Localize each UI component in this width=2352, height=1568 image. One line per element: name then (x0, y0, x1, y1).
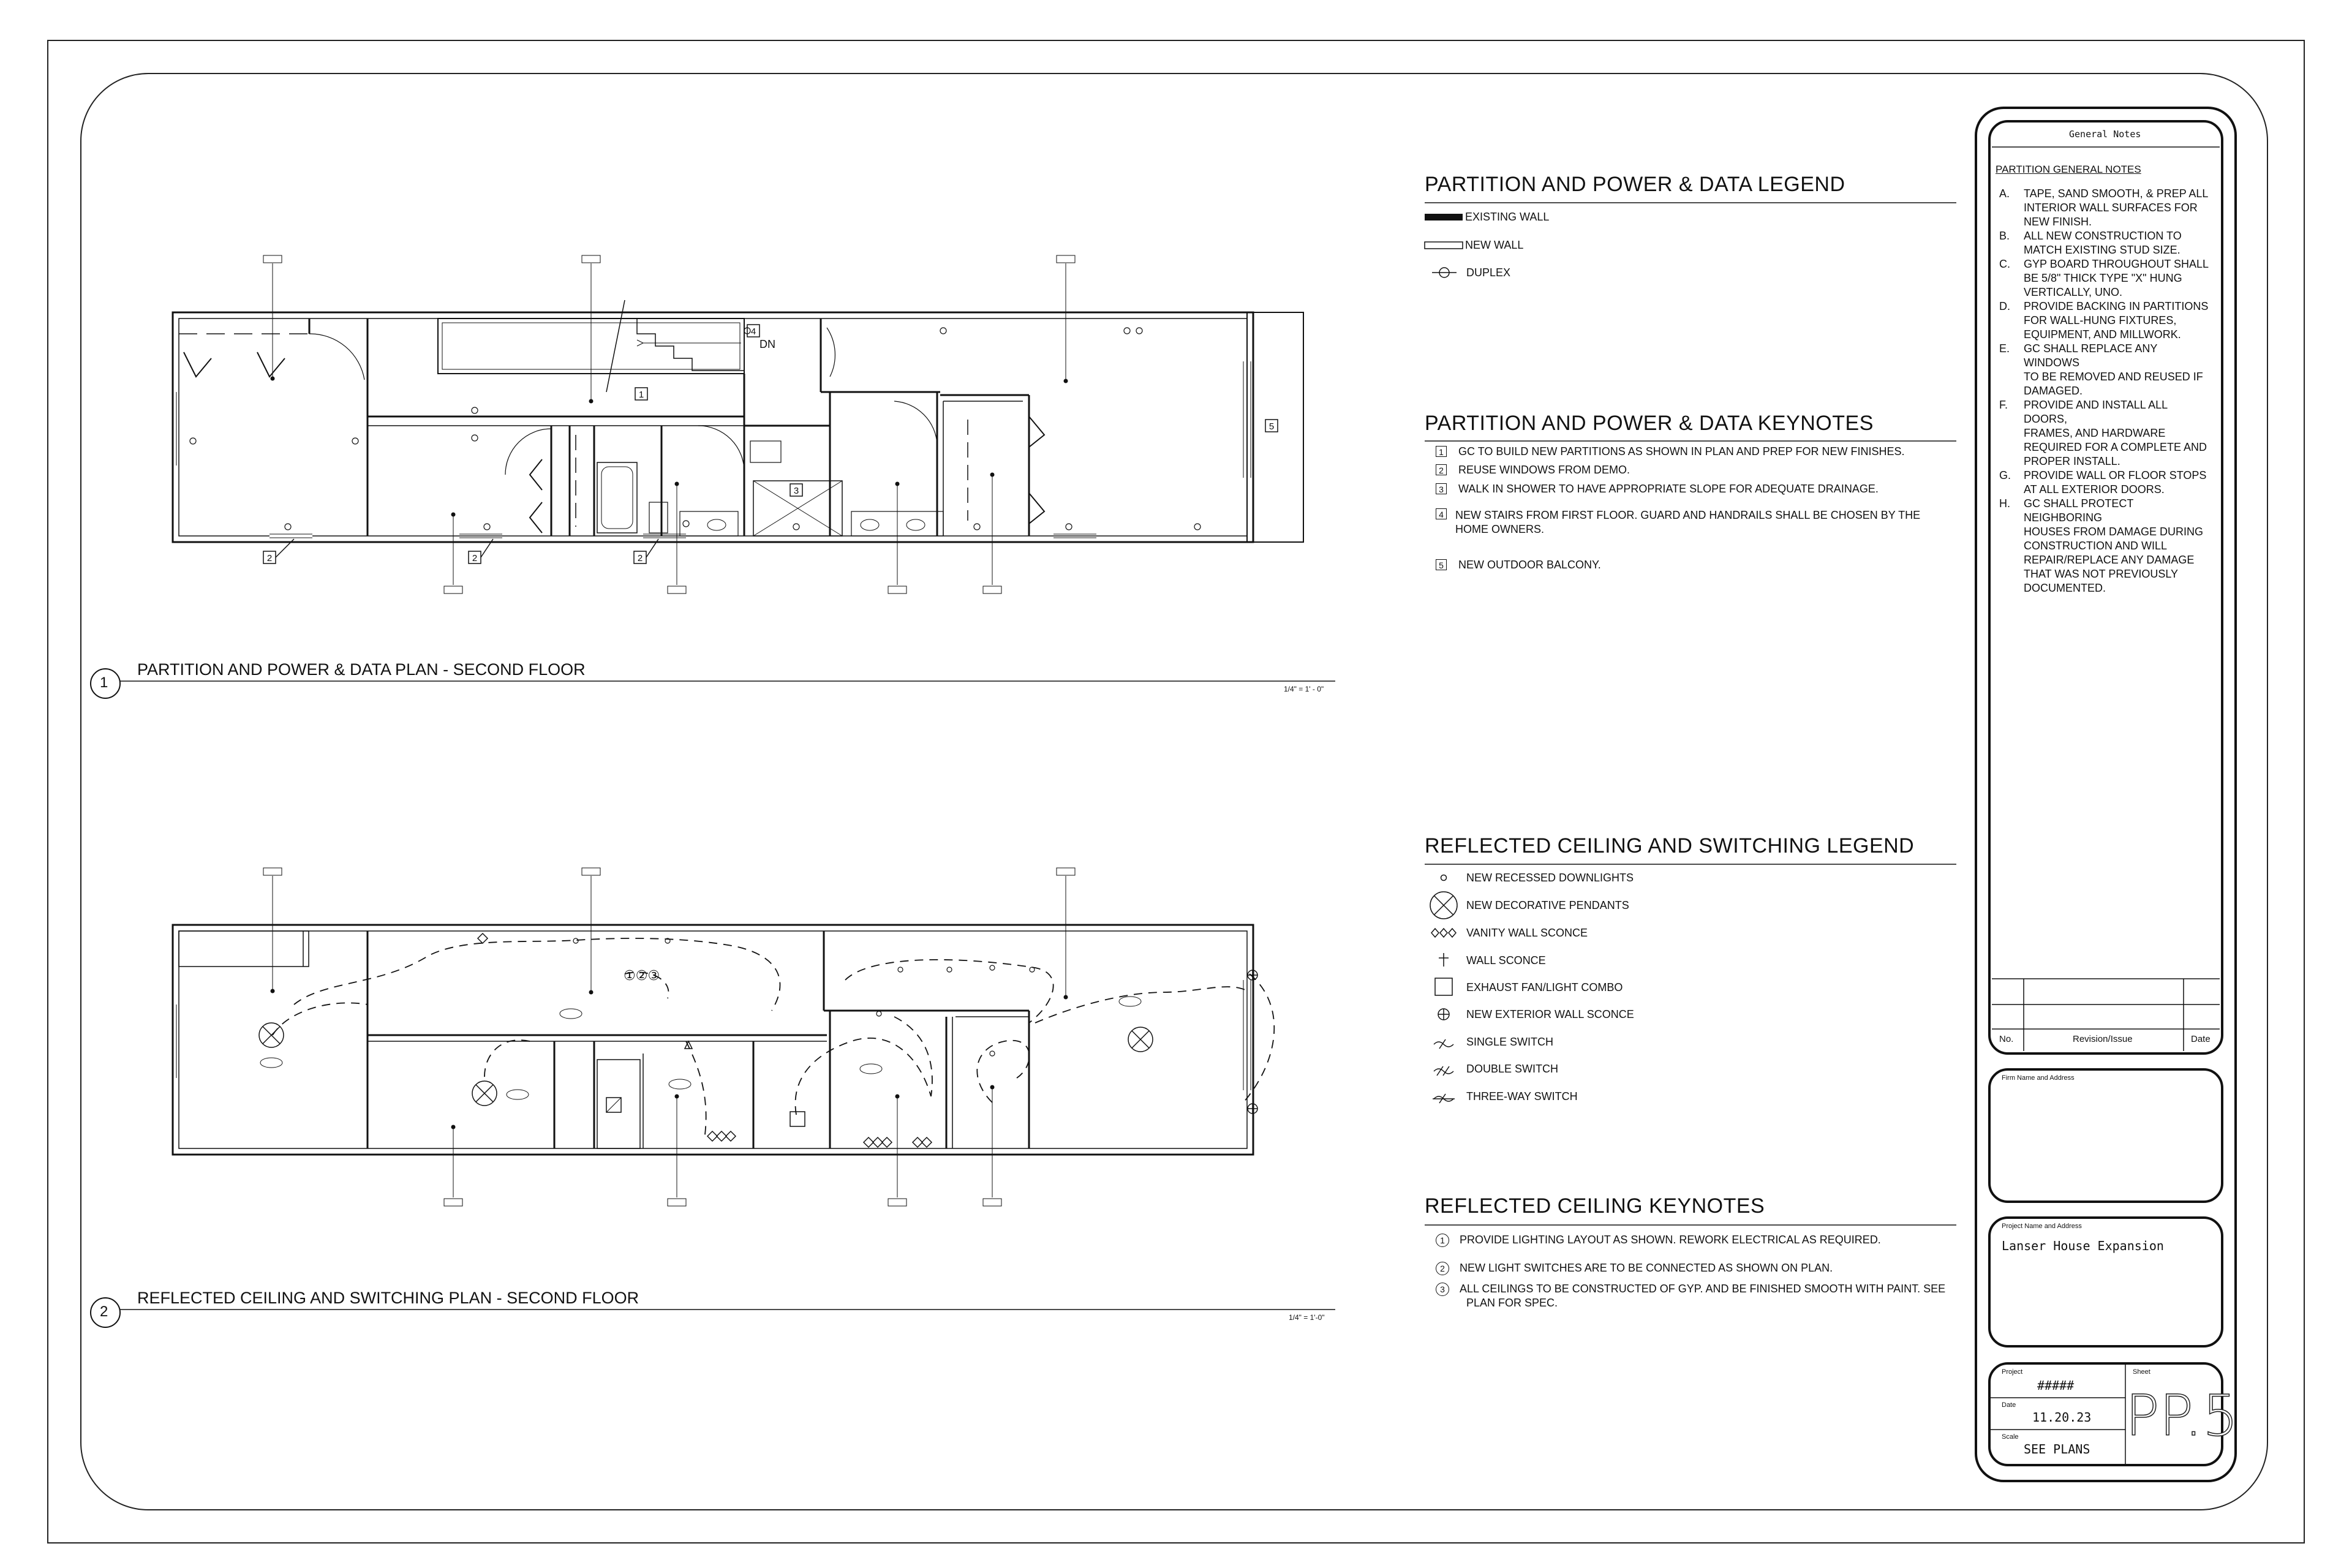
partition-keynote-3 (1436, 483, 1879, 496)
partition-keynotes-title: PARTITION AND POWER & DATA KEYNOTES (1425, 412, 1874, 435)
sheet-label: Sheet (2133, 1368, 2150, 1376)
rcp-keynotes-title: REFLECTED CEILING KEYNOTES (1425, 1194, 1765, 1218)
note-f-line-2: FRAMES, AND HARDWARE (2024, 427, 2166, 439)
drawing-2-number: 2 (100, 1303, 108, 1320)
balcony (1247, 312, 1303, 542)
note-h-line-6: DOCUMENTED. (2024, 582, 2106, 594)
note-c-line-1: GYP BOARD THROUGHOUT SHALL (2024, 258, 2209, 270)
note-b-line-2: MATCH EXISTING STUD SIZE. (2024, 244, 2180, 256)
sheet-outer-border (48, 40, 2304, 1543)
revision-issue-header: Revision/Issue (2073, 1034, 2133, 1044)
legend-vanity-sconce: VANITY WALL SCONCE (1466, 927, 1588, 939)
general-notes-header: General Notes (2069, 129, 2141, 140)
legend-double-switch: DOUBLE SWITCH (1466, 1063, 1559, 1075)
partition-legend-title: PARTITION AND POWER & DATA LEGEND (1425, 173, 1845, 196)
partition-keynote-4 (1436, 508, 1944, 537)
legend-decorative-pendants: NEW DECORATIVE PENDANTS (1466, 899, 1629, 911)
rcp-keynote-2-text: NEW LIGHT SWITCHES ARE TO BE CONNECTED AS SHOWN ON PLAN. (1460, 1262, 1833, 1274)
note-a-line-3: NEW FINISH. (2024, 216, 2092, 228)
plan-tag-2a: 2 (266, 553, 273, 564)
legend-existing-wall: EXISTING WALL (1465, 211, 1550, 223)
note-g-letter: G. (1999, 469, 2011, 481)
rcp-keynote-1 (1436, 1234, 1881, 1247)
note-d-line-1: PROVIDE BACKING IN PARTITIONS (2024, 300, 2209, 312)
revision-no-header: No. (1999, 1034, 2014, 1044)
note-c-line-3: VERTICALLY, UNO. (2024, 286, 2123, 298)
plan-stair-dn: DN (760, 338, 775, 350)
note-e-letter: E. (1999, 342, 2010, 355)
note-g-line-2: AT ALL EXTERIOR DOORS. (2024, 483, 2165, 496)
partition-plan (173, 255, 1303, 594)
note-h-line-1: GC SHALL PROTECT NEIGHBORING (2024, 497, 2134, 524)
note-h-letter: H. (1999, 497, 2010, 510)
project-name: Lanser House Expansion (2002, 1238, 2164, 1253)
drawing-2-title: REFLECTED CEILING AND SWITCHING PLAN - SECOND FLOOR (137, 1289, 639, 1307)
keynote-5-text: NEW OUTDOOR BALCONY. (1458, 559, 1601, 571)
partition-keynote-1 (1436, 445, 1904, 458)
firm-name-label: Firm Name and Address (2002, 1074, 2075, 1082)
keynote-4-text: NEW STAIRS FROM FIRST FLOOR. GUARD AND HANDRAILS SHALL BE CHOSEN BY THE HOME OWNERS. (1455, 509, 1921, 535)
note-a-line-2: INTERIOR WALL SURFACES FOR (2024, 202, 2198, 214)
rcp-keynote-2-tag: 2 (1436, 1262, 1449, 1275)
keynote-3-tag: 3 (1436, 483, 1447, 494)
note-f-letter: F. (1999, 399, 2008, 411)
note-f-line-1: PROVIDE AND INSTALL ALL DOORS, (2024, 399, 2168, 425)
project-number: ##### (2037, 1378, 2075, 1393)
existing-wall-symbol (1425, 214, 1463, 221)
new-wall-symbol (1425, 242, 1463, 249)
note-f-line-3: REQUIRED FOR A COMPLETE AND (2024, 441, 2207, 453)
legend-recessed-downlights: NEW RECESSED DOWNLIGHTS (1466, 872, 1634, 884)
plan-tag-1: 1 (638, 390, 644, 400)
revision-date-header: Date (2191, 1034, 2211, 1044)
note-e-line-1: GC SHALL REPLACE ANY WINDOWS (2024, 342, 2158, 369)
drawing-2-scale: 1/4" = 1'-0" (1289, 1313, 1325, 1322)
keynote-2-tag: 2 (1436, 464, 1447, 475)
rcp-keynote-3 (1436, 1283, 1945, 1296)
drawing-1-title: PARTITION AND POWER & DATA PLAN - SECOND FLOOR (137, 660, 586, 679)
keynote-4-tag: 4 (1436, 508, 1447, 519)
rcp-keynote-1-text: PROVIDE LIGHTING LAYOUT AS SHOWN. REWORK ELECTRICAL AS REQUIRED. (1460, 1234, 1881, 1246)
project-number-label: Project (2002, 1368, 2023, 1376)
note-c-letter: C. (1999, 258, 2010, 270)
note-g-line-1: PROVIDE WALL OR FLOOR STOPS (2024, 469, 2207, 481)
note-h-line-5: THAT WAS NOT PREVIOUSLY (2024, 568, 2179, 580)
note-b-line-1: ALL NEW CONSTRUCTION TO (2024, 230, 2182, 242)
note-f-line-4: PROPER INSTALL. (2024, 455, 2120, 467)
note-d-line-2: FOR WALL-HUNG FIXTURES, (2024, 314, 2177, 326)
drawing-1-scale: 1/4" = 1' - 0" (1284, 685, 1324, 693)
rcp-keynote-3-cont: PLAN FOR SPEC. (1466, 1297, 1558, 1309)
legend-three-way-switch: THREE-WAY SWITCH (1466, 1090, 1578, 1102)
rcp-plan (173, 868, 1274, 1206)
note-e-line-3: DAMAGED. (2024, 385, 2083, 397)
rcp-keynote-3-text: ALL CEILINGS TO BE CONSTRUCTED OF GYP. AND BE FINISHED SMOOTH WITH PAINT. SEE (1460, 1283, 1946, 1295)
plan-tag-2c: 2 (637, 553, 643, 564)
note-h-line-4: REPAIR/REPLACE ANY DAMAGE (2024, 554, 2195, 566)
duplex-symbol (1432, 268, 1457, 277)
project-name-label: Project Name and Address (2002, 1223, 2082, 1230)
legend-new-wall: NEW WALL (1465, 239, 1524, 251)
legend-single-switch: SINGLE SWITCH (1466, 1036, 1554, 1048)
partition-general-notes-header: PARTITION GENERAL NOTES (1996, 164, 2141, 175)
legend-duplex: DUPLEX (1466, 266, 1511, 279)
partition-keynote-5 (1436, 559, 1601, 571)
issue-date: 11.20.23 (2032, 1410, 2092, 1425)
note-h-line-3: CONSTRUCTION AND WILL (2024, 540, 2168, 552)
drawing-1-number: 1 (100, 674, 108, 691)
legend-wall-sconce: WALL SCONCE (1466, 954, 1546, 967)
keynote-2-text: REUSE WINDOWS FROM DEMO. (1458, 464, 1630, 476)
plan-tag-2b: 2 (472, 553, 478, 564)
note-d-line-3: EQUIPMENT, AND MILLWORK. (2024, 328, 2181, 341)
rcp-keynote-callout: ①②③ (624, 968, 660, 984)
note-c-line-2: BE 5/8" THICK TYPE "X" HUNG (2024, 272, 2182, 284)
scale-label: Scale (2002, 1433, 2019, 1441)
note-a-line-1: TAPE, SAND SMOOTH, & PREP ALL (2024, 187, 2209, 200)
general-notes-list (1999, 187, 2214, 595)
rcp-legend-symbols (1430, 875, 1457, 1104)
note-b-letter: B. (1999, 230, 2010, 242)
keynote-1-tag: 1 (1436, 446, 1447, 457)
rcp-keynote-1-tag: 1 (1436, 1234, 1449, 1247)
rcp-keynote-2 (1436, 1262, 1833, 1275)
sheet-scale: SEE PLANS (2024, 1442, 2090, 1457)
note-e-line-2: TO BE REMOVED AND REUSED IF (2024, 371, 2203, 383)
note-a-letter: A. (1999, 187, 2010, 200)
legend-exterior-sconce: NEW EXTERIOR WALL SCONCE (1466, 1008, 1634, 1020)
rcp-legend-title: REFLECTED CEILING AND SWITCHING LEGEND (1425, 834, 1915, 858)
plan-tag-3: 3 (793, 486, 799, 496)
keynote-1-text: GC TO BUILD NEW PARTITIONS AS SHOWN IN PLAN AND PREP FOR NEW FINISHES. (1458, 445, 1905, 458)
date-label: Date (2002, 1401, 2016, 1409)
partition-keynote-2 (1436, 464, 1630, 477)
plan-tag-4: 4 (750, 326, 756, 337)
note-h-line-2: HOUSES FROM DAMAGE DURING (2024, 526, 2204, 538)
legend-exhaust-fan: EXHAUST FAN/LIGHT COMBO (1466, 981, 1623, 993)
keynote-5-tag: 5 (1436, 559, 1447, 570)
bathtub (597, 462, 637, 533)
keynote-3-text: WALK IN SHOWER TO HAVE APPROPRIATE SLOPE FOR ADEQUATE DRAINAGE. (1458, 483, 1879, 495)
rcp-keynote-3-tag: 3 (1436, 1283, 1449, 1296)
sheet-number: PP.5 (2125, 1383, 2239, 1449)
note-d-letter: D. (1999, 300, 2010, 312)
plan-tag-5: 5 (1268, 421, 1275, 432)
